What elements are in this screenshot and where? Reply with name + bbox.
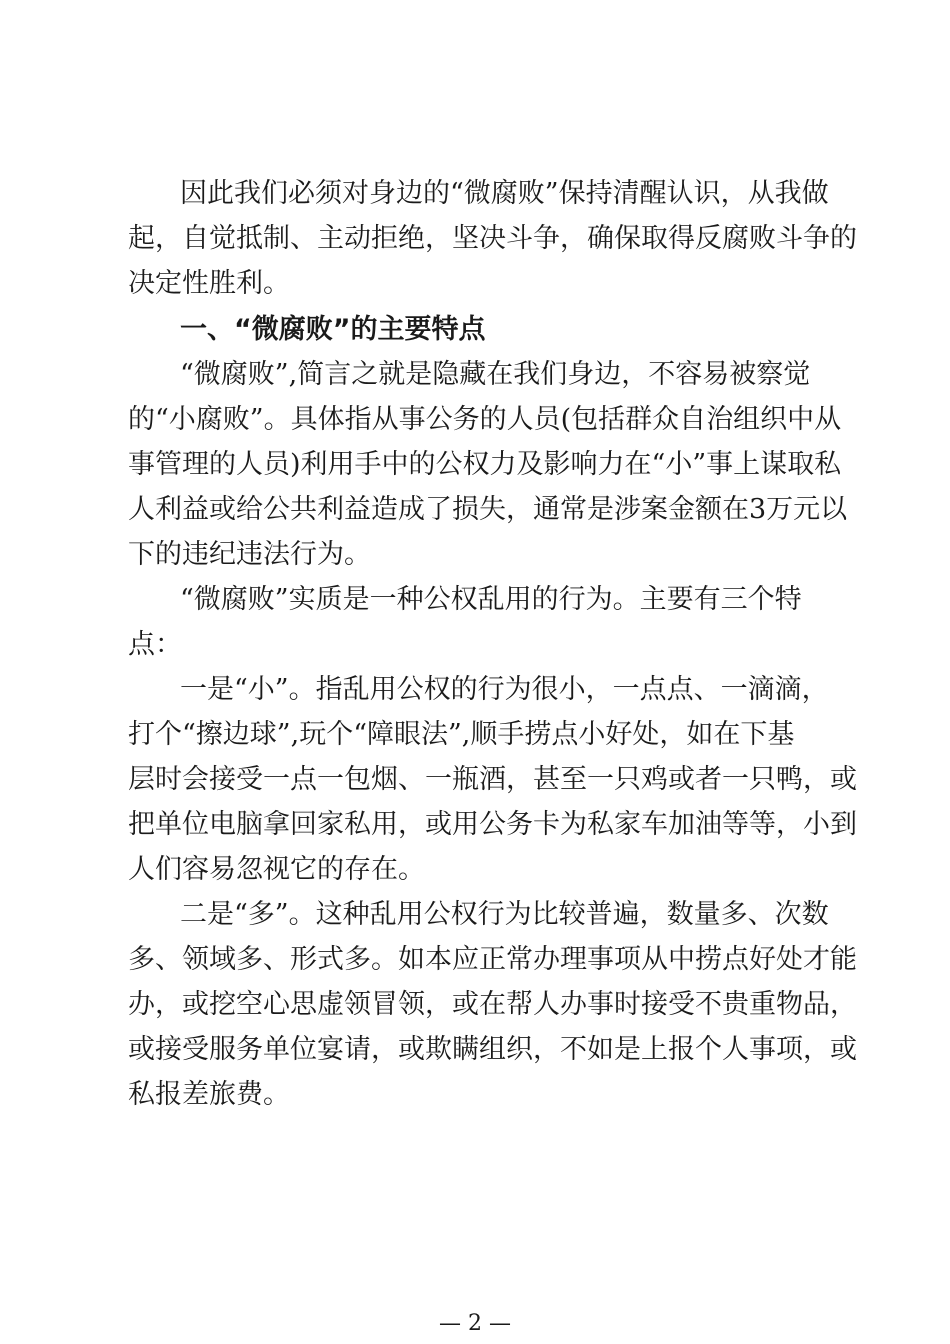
text-line: “微腐败”,简言之就是隐藏在我们身边，不容易被察觉 [180, 359, 811, 390]
text-line: 或接受服务单位宴请，或欺瞒组织，不如是上报个人事项，或 [128, 1034, 857, 1065]
section-heading: 一、“微腐败”的主要特点 [180, 314, 486, 345]
text-line: 多、领域多、形式多。如本应正常办理事项从中捞点好处才能 [128, 944, 857, 975]
text-line: 层时会接受一点一包烟、一瓶酒，甚至一只鸡或者一只鸭，或 [128, 764, 857, 795]
text-line: 私报差旅费。 [128, 1079, 290, 1110]
text-line: 办，或挖空心思虚领冒领，或在帮人办事时接受不贵重物品， [128, 989, 857, 1020]
text-line: 起，自觉抵制、主动拒绝，坚决斗争，确保取得反腐败斗争的 [128, 223, 857, 254]
text-line: 因此我们必须对身边的“微腐败”保持清醒认识，从我做 [180, 178, 829, 209]
text-line: 人利益或给公共利益造成了损失，通常是涉案金额在3万元以 [128, 494, 848, 525]
text-line: 人们容易忽视它的存在。 [128, 854, 425, 885]
text-line: 的“小腐败”。具体指从事公务的人员(包括群众自治组织中从 [128, 404, 842, 435]
text-line: 把单位电脑拿回家私用，或用公务卡为私家车加油等等，小到 [128, 809, 857, 840]
text-line: 点： [128, 629, 182, 660]
text-line: 一是“小”。指乱用公权的行为很小，一点点、一滴滴， [180, 674, 829, 705]
text-line: 下的违纪违法行为。 [128, 539, 371, 570]
text-line: 决定性胜利。 [128, 268, 290, 299]
text-line: “微腐败”实质是一种公权乱用的行为。主要有三个特 [180, 584, 802, 615]
page-number: — 2 — [439, 1311, 511, 1336]
text-line: 打个“擦边球”,玩个“障眼法”,顺手捞点小好处，如在下基 [128, 719, 795, 750]
text-line: 二是“多”。这种乱用公权行为比较普遍，数量多、次数 [180, 899, 829, 930]
text-line: 事管理的人员)利用手中的公权力及影响力在“小”事上谋取私 [128, 449, 842, 480]
